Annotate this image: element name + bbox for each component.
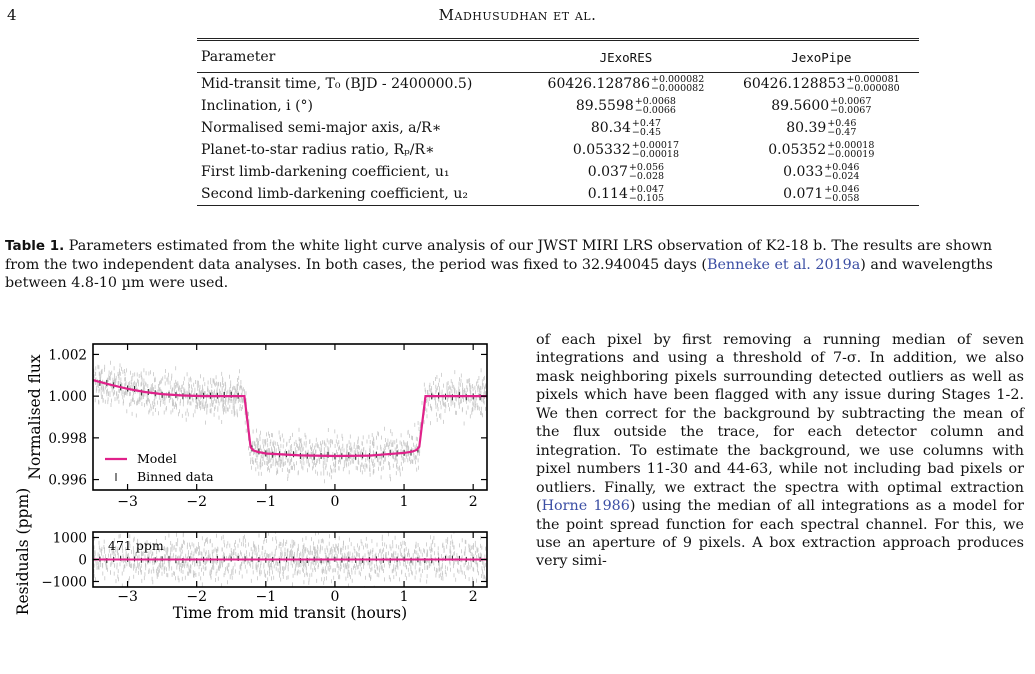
body-text — [536, 331, 1024, 571]
x-tick-label: −3 — [117, 494, 138, 510]
table-row — [197, 139, 919, 161]
central-value: 0.05352 — [768, 142, 827, 158]
y-tick-label: 1.002 — [48, 347, 87, 364]
lower-error: −0.000082 — [650, 83, 705, 94]
upper-error: +0.046 — [824, 162, 860, 173]
central-value: 0.037 — [587, 164, 628, 180]
table-row — [197, 73, 919, 96]
body-text-part-2: ) using the median of all integrations as a model for the point spread function for each spectral channel. For this, we use an aperture of 9 pixels. A box extraction approach produces very simi- — [536, 498, 1025, 570]
central-value: 89.5600 — [771, 98, 830, 114]
x-tick-label: 0 — [330, 494, 340, 510]
upper-error: +0.47 — [631, 118, 662, 129]
central-value: 0.114 — [587, 186, 628, 202]
x-tick-label: 0 — [330, 589, 340, 605]
table-row — [197, 183, 919, 206]
body-paragraph — [536, 331, 1024, 571]
upper-error: +0.46 — [827, 118, 857, 129]
y-tick-label: 0 — [78, 552, 87, 569]
x-tick-label: −2 — [186, 589, 208, 605]
lower-error: −0.028 — [628, 171, 665, 182]
upper-error: +0.00018 — [827, 140, 875, 151]
x-tick-label: 1 — [399, 589, 409, 605]
x-tick-label: 2 — [468, 589, 478, 605]
central-value: 60426.128786 — [547, 76, 650, 92]
legend-model-label: Model — [137, 451, 177, 466]
value-with-errors — [743, 75, 900, 93]
lower-error: −0.105 — [628, 193, 665, 204]
error-bounds — [824, 185, 859, 203]
error-bounds — [830, 97, 871, 115]
lower-error: −0.0066 — [634, 105, 676, 116]
lower-error: −0.47 — [827, 127, 857, 138]
value-with-errors — [771, 97, 871, 115]
table-caption — [5, 237, 1027, 293]
value-with-errors — [783, 185, 859, 203]
value-with-errors — [786, 119, 856, 137]
value-with-errors — [768, 141, 874, 159]
y-axis-label-flux: Normalised flux — [26, 354, 44, 480]
central-value: 89.5598 — [575, 98, 634, 114]
central-value: 80.34 — [590, 120, 631, 136]
central-value: 0.033 — [783, 164, 824, 180]
error-bounds — [629, 185, 664, 203]
x-tick-label: 2 — [468, 494, 478, 510]
jexopipe-value-cell — [724, 73, 919, 96]
error-bounds — [846, 75, 899, 93]
light-curve-figure — [0, 326, 520, 656]
table-row — [197, 161, 919, 183]
upper-error: +0.00017 — [631, 140, 679, 151]
parameter-name-cell: First limb-darkening coefficient, u₁ — [201, 164, 450, 180]
value-with-errors — [588, 185, 664, 203]
running-head-text: Madhusudhan et al. — [438, 6, 597, 24]
value-with-errors — [548, 75, 705, 93]
lower-error: −0.000080 — [846, 83, 900, 94]
error-bounds — [632, 141, 679, 159]
jexores-value-cell — [528, 95, 723, 117]
jexores-value-cell — [528, 73, 723, 96]
value-with-errors — [573, 141, 679, 159]
central-value: 0.071 — [783, 186, 824, 202]
jexores-value-cell — [528, 139, 723, 161]
rms-annotation: 471 ppm — [108, 538, 164, 553]
parameter-name-cell: Inclination, i (°) — [201, 98, 314, 114]
table-row — [197, 95, 919, 117]
lower-error: −0.058 — [824, 193, 860, 204]
parameter-name-cell: Mid-transit time, T₀ (BJD - 2400000.5) — [201, 76, 473, 92]
jexopipe-value-cell — [724, 117, 919, 139]
lower-error: −0.45 — [631, 127, 662, 138]
parameter-name-cell: Planet-to-star radius ratio, Rₚ/R∗ — [201, 142, 435, 158]
y-tick-label: −1000 — [41, 574, 87, 591]
table-header-row — [197, 40, 919, 73]
column-header-jexores: JExoRES — [599, 49, 653, 65]
jexores-value-cell — [528, 161, 723, 183]
caption-text-end: ) and wavelengths between 4.8-10 µm were used. — [5, 256, 993, 292]
caption-label: Table 1. — [5, 238, 65, 254]
page-number: 4 — [7, 6, 17, 24]
table-row — [197, 117, 919, 139]
column-header-parameter: Parameter — [201, 49, 276, 65]
error-bounds — [824, 163, 859, 181]
upper-error: +0.047 — [628, 184, 665, 195]
central-value: 80.39 — [786, 120, 827, 136]
citation-link-horne[interactable]: Horne 1986 — [541, 498, 630, 515]
jexores-value-cell — [528, 117, 723, 139]
x-tick-label: −1 — [255, 589, 277, 605]
column-header-jexopipe: JexoPipe — [791, 49, 852, 65]
y-tick-label: 0.998 — [48, 430, 87, 447]
caption-text: Parameters estimated from the white light curve analysis of our JWST MIRI LRS observation of K2-18 b. The results are shown from the two independent data analyses. In both cases, the period was fixed to 32.940045 days ( — [5, 238, 993, 273]
x-tick-label: 1 — [399, 494, 409, 510]
upper-error: +0.056 — [628, 162, 665, 173]
value-with-errors — [576, 97, 676, 115]
lower-error: −0.00019 — [827, 149, 875, 160]
parameter-name-cell: Normalised semi-major axis, a/R∗ — [201, 120, 442, 136]
value-with-errors — [591, 119, 661, 137]
error-bounds — [629, 163, 664, 181]
error-bounds — [651, 75, 704, 93]
jexopipe-value-cell — [724, 95, 919, 117]
value-with-errors — [783, 163, 859, 181]
upper-error: +0.046 — [824, 184, 860, 195]
lower-error: −0.0067 — [830, 105, 872, 116]
y-tick-label: 0.996 — [48, 472, 87, 489]
running-head — [0, 6, 1035, 24]
upper-error: +0.000082 — [650, 74, 705, 85]
legend-binned-label: Binned data — [137, 469, 214, 484]
x-tick-label: −3 — [117, 589, 138, 605]
x-axis-label: Time from mid transit (hours) — [172, 604, 408, 622]
y-axis-label-residuals: Residuals (ppm) — [14, 487, 32, 616]
jexopipe-value-cell — [724, 183, 919, 206]
central-value: 0.05332 — [572, 142, 631, 158]
error-bounds — [827, 119, 856, 137]
citation-link-benneke[interactable]: Benneke et al. 2019a — [706, 256, 861, 273]
body-text-part-1: of each pixel by first removing a running median of seven integrations and using a threshold of 7-σ. In addition, we also mask neighboring pixels surrounding detected outliers as well as pixels which have been flagged with any issue during Stages 1-2. We then correct for the background by subtracting the mean of the flux outside the trace, for each detector column and integration. To estimate the background, we use columns with pixel numbers 11-30 and 44-63, while not including bad pixels or outliers. Finally, we extract the spectra with optimal extraction ( — [536, 332, 1024, 515]
jexopipe-value-cell — [724, 139, 919, 161]
value-with-errors — [588, 163, 664, 181]
central-value: 60426.128853 — [742, 76, 846, 92]
jexores-value-cell — [528, 183, 723, 206]
lower-error: −0.024 — [824, 171, 860, 182]
error-bounds — [635, 97, 676, 115]
lower-error: −0.00018 — [631, 149, 679, 160]
parameter-name-cell: Second limb-darkening coefficient, u₂ — [201, 186, 468, 202]
parameter-table — [197, 38, 919, 206]
error-bounds — [632, 119, 661, 137]
table-body — [197, 73, 919, 206]
x-tick-label: −2 — [186, 494, 208, 510]
upper-error: +0.0067 — [830, 96, 872, 107]
y-tick-label: 1.000 — [48, 389, 87, 406]
error-bounds — [827, 141, 874, 159]
jexopipe-value-cell — [724, 161, 919, 183]
x-tick-label: −1 — [255, 494, 277, 510]
upper-error: +0.0068 — [634, 96, 676, 107]
y-tick-label: 1000 — [52, 530, 87, 547]
upper-error: +0.000081 — [846, 74, 900, 85]
